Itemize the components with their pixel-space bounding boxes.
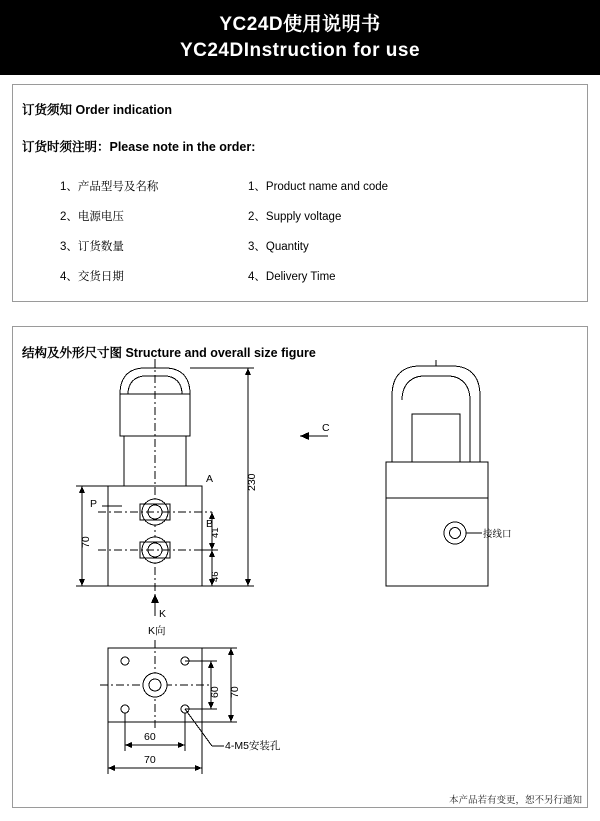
label-port-a: A: [206, 473, 214, 485]
order-item-cn-1: 1、产品型号及名称: [60, 181, 159, 193]
dim-41: 41: [210, 527, 221, 538]
dim-60-vertical: 60: [209, 686, 221, 698]
dim-46: 46: [210, 571, 221, 582]
label-view-k-arrow: K: [159, 608, 167, 620]
order-item-cn-4: 4、交货日期: [60, 271, 124, 283]
document-header: [0, 0, 600, 75]
label-view-c: C: [322, 422, 330, 434]
order-indication-title: 订货须知 Order indication: [22, 103, 173, 117]
label-port-b: B: [206, 518, 214, 530]
order-item-en-3: 3、Quantity: [248, 241, 309, 253]
label-wiring-port: 接线口: [483, 529, 512, 540]
label-view-k: K向: [148, 625, 166, 637]
header-title-cn: YC24D使用说明书: [219, 13, 381, 35]
order-item-en-4: 4、Delivery Time: [248, 271, 336, 283]
dim-230: 230: [246, 473, 258, 491]
order-item-cn-3: 3、订货数量: [60, 241, 124, 253]
dim-60-horizontal: 60: [144, 731, 156, 743]
structure-figure-title: 结构及外形尺寸图 Structure and overall size figure: [22, 346, 316, 360]
dim-70-left: 70: [80, 536, 92, 548]
order-item-en-2: 2、Supply voltage: [248, 211, 342, 223]
drawing-svg: [12, 326, 588, 808]
order-indication-note: 订货时须注明：Please note in the order:: [22, 140, 256, 154]
label-mounting-holes: 4-M5安装孔: [225, 740, 281, 752]
dim-70-horizontal: 70: [144, 754, 156, 766]
technical-drawing: [12, 326, 588, 808]
order-item-en-1: 1、Product name and code: [248, 181, 389, 193]
dim-70-vertical: 70: [229, 686, 241, 698]
header-title-en: YC24DInstruction for use: [179, 39, 421, 61]
label-port-p: P: [90, 498, 98, 510]
footer-disclaimer: 本产品若有变更，恕不另行通知: [448, 795, 582, 806]
order-item-cn-2: 2、电源电压: [60, 211, 124, 223]
